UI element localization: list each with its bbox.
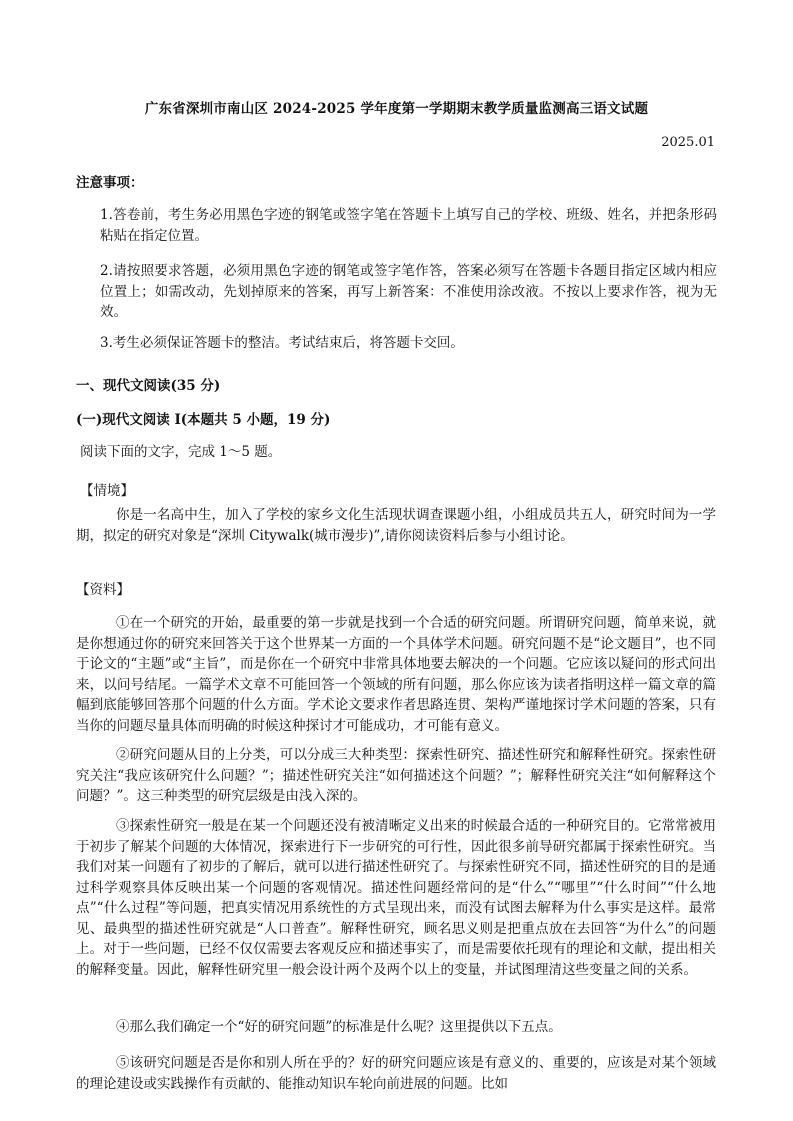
subsection-1-heading: (一)现代文阅读 I(本题共 5 小题，19 分) (76, 412, 331, 428)
material-label: 【资料】 (76, 582, 130, 598)
note-3: 3.考生必须保证答题卡的整洁。考试结束后，将答题卡交回。 (100, 335, 464, 351)
material-paragraph-5: ⑤该研究问题是否是你和别人所在乎的？好的研究问题应该是有意义的、重要的，应该是对某个领域的理论建设或实践操作有贡献的、能推动知识车轮向前进展的问题。比如 (76, 1055, 716, 1092)
page-title: 广东省深圳市南山区 2024-2025 学年度第一学期期末教学质量监测高三语文试题 (144, 101, 649, 117)
note-2: 2.请按照要求答题，必须用黑色字迹的钢笔或签字笔作答，答案必须写在答题卡各题目指定区域内相应位置上；如需改动，先划掉原来的答案，再写上新答案：不准使用涂改液。不按以上要求作答，视为无效。 (100, 263, 717, 320)
material-paragraph-4: ④那么我们确定一个“好的研究问题”的标准是什么呢？这里提供以下五点。 (116, 1019, 562, 1035)
material-paragraph-1: ①在一个研究的开始，最重要的第一步就是找到一个合适的研究问题。所谓研究问题，简单来说，就是你想通过你的研究来回答关于这个世界某一方面的一个具体学术问题。研究问题不是“论文题目”，也不同于论文的“主题”或“主旨”，而是你在一个研究中非常具体地要去解决的一个问题。它应该以疑问的形式问出来，以问号结尾。一篇学术文章不可能回答一个领域的所有问题，那么你应该为读者指明这样一篇文章的篇幅到底能够回答那个问题的什么方面。学术论文要求作者思路连贯、架构严谨地探讨学术问题的答案，只有当你的问题尽量具体而明确的时候这种探讨才可能成功，才可能有意义。 (76, 615, 716, 734)
reading-instruction: 阅读下面的文字，完成 1～5 题。 (80, 444, 282, 460)
material-paragraph-3: ③探索性研究一般是在某一个问题还没有被清晰定义出来的时候最合适的一种研究目的。它常常被用于初步了解某个问题的大体情况，探索进行下一步研究的可行性，因此很多前导研究都属于探索性研究。当我们对某一问题有了初步的了解后，就可以进行描述性研究了。与探索性研究不同，描述性研究的目的是通过科学观察具体反映出某一个问题的客观情况。描述性问题经常问的是“什么”“哪里”“什么时间”“什么地点”“什么过程”等问题，把真实情况用系统性的方式呈现出来，而没有试图去解释为什么事实是这样。最常见、最典型的描述性研究就是“人口普查”。解释性研究，顾名思义则是把重点放在去回答“为什么”的问题上。对于一些问题，已经不仅仅需要去客观反应和描述事实了，而是需要依托现有的理论和文献，提出相关的解释变量。因此，解释性研究里一般会设计两个及两个以上的变量，并试图理清这些变量之间的关系。 (76, 818, 716, 978)
exam-date: 2025.01 (661, 135, 715, 150)
note-1: 1.答卷前，考生务必用黑色字迹的钢笔或签字笔在答题卡上填写自己的学校、班级、姓名，并把条形码粘贴在指定位置。 (100, 207, 717, 244)
material-paragraph-2: ②研究问题从目的上分类，可以分成三大种类型：探索性研究、描述性研究和解释性研究。探索性研究关注“我应该研究什么问题？”；描述性研究关注“如何描述这个问题？”；解释性研究关注“如何解释这个问题？”。这三种类型的研究层级是由浅入深的。 (76, 747, 716, 804)
situation-label: 【情境】 (80, 483, 134, 499)
section-1-heading: 一、现代文阅读(35 分) (76, 378, 221, 394)
notes-heading: 注意事项： (76, 175, 144, 191)
situation-text: 你是一名高中生，加入了学校的家乡文化生活现状调查课题小组，小组成员共五人，研究时间为一学期，拟定的研究对象是“深圳 Citywalk(城市漫步)”,请你阅读资料后参与小组讨论。 (76, 507, 716, 544)
